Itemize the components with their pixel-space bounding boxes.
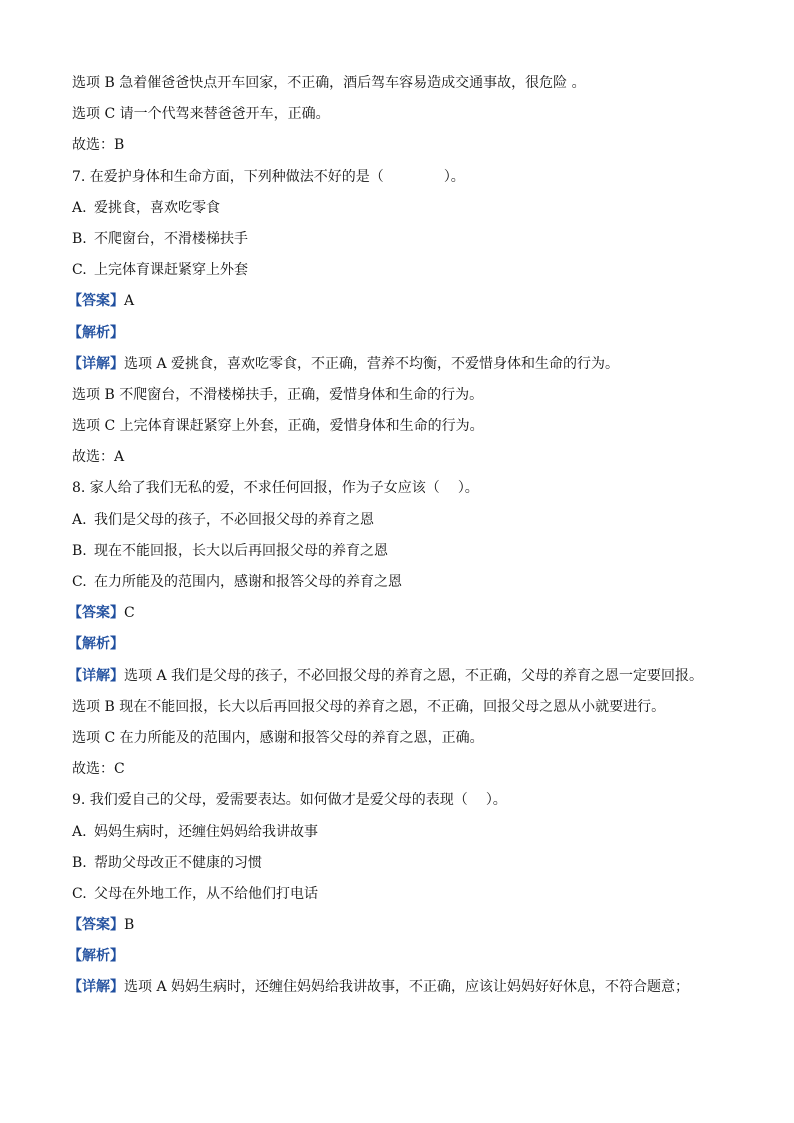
q8-option-c-letter: C.: [72, 574, 87, 590]
q9-stem: [72, 785, 732, 816]
q7-analysis-tag: 【解析】: [68, 324, 124, 341]
q8-analysis: [68, 629, 732, 660]
q7-answer: [68, 286, 732, 317]
q8-stem: [72, 473, 732, 504]
q9-option-b-letter: B.: [72, 854, 87, 871]
q9-option-c-text: 父母在外地工作，从不给他们打电话: [94, 885, 318, 902]
q7-option-a-text: 爱挑食，喜欢吃零食: [94, 199, 220, 216]
q8-stem-end: ）。: [457, 480, 479, 497]
q7-option-a: [72, 193, 732, 224]
q7-option-b-letter: B.: [72, 230, 87, 247]
q7-option-c-letter: C.: [72, 262, 87, 279]
q7-option-b: [72, 224, 732, 255]
prev-choice: 故选：B: [72, 137, 125, 154]
q7-stem-end: ）。: [443, 168, 465, 185]
q9-detail-a: [68, 972, 732, 1003]
q7-choice: 故选：A: [72, 449, 125, 466]
q7-detail-a: [68, 349, 732, 380]
q8-answer-value: C: [124, 605, 135, 622]
q7-option-c-text: 上完体育课赶紧穿上外套: [94, 262, 248, 279]
q9-option-c-letter: C.: [72, 885, 87, 902]
q8-detail-b: 选项 B 现在不能回报，长大以后再回报父母的养育之恩，不正确，回报父母之恩从小就要进行。: [72, 698, 666, 715]
q8-option-b: [72, 536, 732, 567]
q9-detail-a-text: 选项 A 妈妈生病时，还缠住妈妈给我讲故事，不正确，应该让妈妈好好休息，不符合题意；: [124, 979, 690, 996]
q7-stem-start: 7. 在爱护身体和生命方面，下列种做法不好的是（: [72, 168, 384, 185]
q8-option-a-letter: A.: [72, 511, 87, 528]
q9-option-a-text: 妈妈生病时，还缠住妈妈给我讲故事: [94, 823, 318, 840]
q9-option-b-text: 帮助父母改正不健康的习惯: [94, 854, 262, 871]
q9-answer-value: B: [124, 917, 135, 934]
q8-analysis-tag: 【解析】: [68, 636, 124, 653]
q9-stem-end: ）。: [485, 792, 507, 809]
q7-detail-tag: 【详解】: [68, 355, 124, 372]
q7-stem: [72, 162, 732, 193]
q8-option-b-letter: B.: [72, 542, 87, 559]
q8-option-a: [72, 505, 732, 536]
q7-option-a-letter: A.: [72, 199, 87, 216]
prev-detail-b: 选项 B 急着催爸爸快点开车回家，不正确，酒后驾车容易造成交通事故，很危险 。: [72, 75, 586, 91]
document-page: [68, 68, 732, 1004]
q9-option-b: [72, 848, 732, 879]
q7-analysis: [68, 318, 732, 349]
q8-detail-c: 选项 C 在力所能及的范围内，感谢和报答父母的养育之恩，正确。: [72, 729, 484, 746]
prev-detail-c: 选项 C 请一个代驾来替爸爸开车，正确。: [72, 106, 330, 123]
q9-analysis: [68, 941, 732, 972]
q8-answer-tag: 【答案】: [68, 605, 124, 622]
q9-analysis-tag: 【解析】: [68, 948, 124, 965]
q9-option-a: [72, 817, 732, 848]
q7-option-b-text: 不爬窗台，不滑楼梯扶手: [94, 230, 248, 247]
q9-answer: [68, 910, 732, 941]
q8-option-c: [72, 567, 732, 598]
q8-detail-tag: 【详解】: [68, 667, 124, 684]
q7-option-c: [72, 255, 732, 286]
q8-answer: [68, 598, 732, 629]
q7-detail-b: 选项 B 不爬窗台，不滑楼梯扶手，正确，爱惜身体和生命的行为。: [72, 386, 484, 403]
q8-detail-a: [68, 661, 732, 692]
q9-option-c: [72, 879, 732, 910]
q8-choice: 故选：C: [72, 761, 125, 778]
q8-option-c-text: 在力所能及的范围内，感谢和报答父母的养育之恩: [94, 574, 402, 590]
q9-detail-tag: 【详解】: [68, 979, 124, 996]
q8-stem-start: 8. 家人给了我们无私的爱，不求任何回报，作为子女应该（: [72, 480, 440, 497]
q7-detail-a-text: 选项 A 爱挑食，喜欢吃零食，不正确，营养不均衡，不爱惜身体和生命的行为。: [124, 355, 620, 372]
q9-stem-start: 9. 我们爱自己的父母，爱需要表达。如何做才是爱父母的表现（: [72, 792, 468, 809]
q8-option-a-text: 我们是父母的孩子，不必回报父母的养育之恩: [94, 511, 374, 528]
q9-answer-tag: 【答案】: [68, 917, 124, 934]
q7-answer-value: A: [124, 293, 135, 310]
q7-detail-c: 选项 C 上完体育课赶紧穿上外套，正确，爱惜身体和生命的行为。: [72, 418, 484, 435]
q8-detail-a-text: 选项 A 我们是父母的孩子，不必回报父母的养育之恩，不正确，父母的养育之恩一定要回报。: [124, 667, 704, 684]
q9-option-a-letter: A.: [72, 823, 87, 840]
q7-answer-tag: 【答案】: [68, 293, 124, 310]
q8-option-b-text: 现在不能回报，长大以后再回报父母的养育之恩: [94, 542, 388, 559]
